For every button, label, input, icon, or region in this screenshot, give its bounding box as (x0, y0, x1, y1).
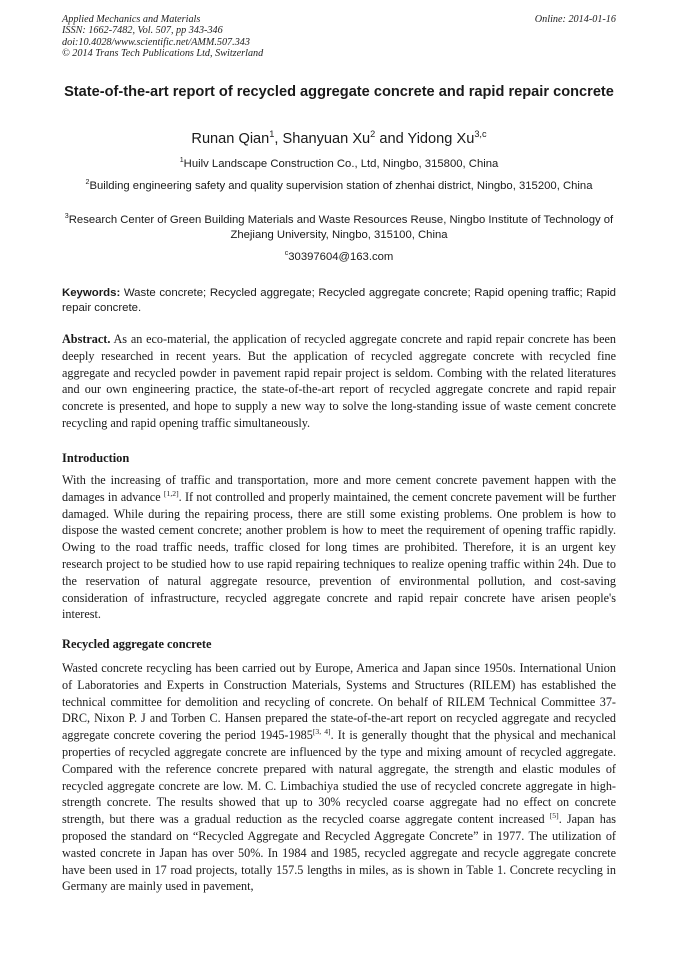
author-separator: and (375, 131, 408, 147)
journal-name: Applied Mechanics and Materials (62, 14, 201, 25)
author-affiliation-mark: 1 (269, 129, 275, 140)
section-heading-introduction: Introduction (62, 451, 130, 465)
email-mark: c (284, 249, 289, 258)
paragraph-text: With the increasing of traffic and transportation, more and more cement concrete pavement happen with the damages in advance (62, 473, 616, 504)
author-affiliation-mark: 2 (370, 129, 376, 140)
section-heading-recycled-aggregate-concrete: Recycled aggregate concrete (62, 637, 212, 651)
affiliation-text: Building engineering safety and quality supervision station of zhenhai district, Ningbo, 315200, China (89, 180, 593, 192)
journal-header (62, 14, 263, 60)
keywords (62, 286, 616, 317)
paragraph-text: . It is generally thought that the physical and mechanical properties of recycled aggregate concrete are influenced by the type and mixing amount of recycled aggregate. Compared with the reference concrete prepared with natural aggregate, the strength and elastic modules of recycled aggregate concrete are low. M. C. Limbachiya studied the use of recycled concrete aggregate in high-strength concrete. The results showed that up to 30% recycled coarse aggregate had no effect on concrete strength, but there was a gradual reduction as the recycled coarse aggregate content increased (62, 728, 616, 827)
doi-line: doi:10.4028/www.scientific.net/AMM.507.343 (62, 36, 250, 48)
author-separator: , (274, 131, 283, 147)
keywords-label: Keywords: (62, 287, 121, 299)
paragraph-text: . If not controlled and properly maintained, the cement concrete pavement will be further damaged. While during the repairing process, there are still some existing problems. One problem is how to dispose the wasted cement concrete; another problem is how to meet the requirement of opening traffic rapidly. Owing to the road traffic needs, traffic closed for long times are prohibited. Therefore, it is an urgent key research project to be studied how to use rapid repairing techniques to realize opening traffic within 24h. Due to the reservation of natural aggregate resource, prevention of environmental pollution, and cost-saving consideration of infrastructure, recycled aggregate concrete and rapid repair concrete have arisen people's interest. (62, 489, 616, 622)
abstract-label: Abstract. (62, 332, 111, 346)
author-affiliation-mark: 3,c (474, 129, 487, 140)
email-text[interactable]: 30397604@163.com (288, 251, 394, 263)
affiliation-text: Research Center of Green Building Materials and Waste Resources Reuse, Ningbo Institute of Technology of Zhejiang University, Ningbo, 315100, China (68, 214, 614, 242)
abstract-text: As an eco-material, the application of recycled aggregate concrete and rapid repair concrete has been deeply researched in recent years. But the application of recycled aggregate concrete with recycled fine aggregate and recycled powder in pavement rapid repair project is seldom. Combing with the related literatures and our own engineering practice, the state-of-the-art report of recycled aggregate concrete and rapid repair concrete is presented, and hope to supply a new way to solve the long-standing issue of waste cement concrete recycling and rapid opening traffic simultaneously. (62, 332, 616, 430)
keywords-text: Waste concrete; Recycled aggregate; Recycled aggregate concrete; Rapid opening traffic; Rapid repair concrete. (62, 287, 616, 315)
author-name: Runan Qian (191, 131, 270, 147)
recycled-aggregate-paragraph (62, 660, 616, 895)
author-line (62, 129, 616, 149)
copyright-line: © 2014 Trans Tech Publications Ltd, Switzerland (62, 48, 264, 60)
paper-title: State-of-the-art report of recycled aggregate concrete and rapid repair concrete (64, 84, 614, 100)
paragraph-text: Wasted concrete recycling has been carried out by Europe, America and Japan since 1950s. International Union of Laboratories and Experts in Construction Materials, Systems and Structures (RILEM) has established the technical committee for demolition and recycling of concrete. On behalf of RILEM Technical Committee 37-DRC, Nixon P. J and Torben C. Hansen prepared the state-of-the-art report on recycled aggregate and recycled aggregate concrete covering the period 1945-1985 (62, 661, 616, 743)
introduction-paragraph (62, 472, 616, 623)
abstract (62, 331, 616, 432)
affiliation-mark: 2 (85, 178, 90, 187)
issn-line: ISSN: 1662-7482, Vol. 507, pp 343-346 (62, 25, 223, 37)
online-date: Online: 2014-01-16 (534, 14, 616, 25)
affiliation-mark: 3 (64, 212, 69, 221)
affiliation-text: Huilv Landscape Construction Co., Ltd, Ningbo, 315800, China (183, 158, 499, 170)
paragraph-text: . Japan has proposed the standard on “Recycled Aggregate and Recycled Aggregate Concrete” in 1977. The utilization of wasted concrete in Japan has over 50%. In 1984 and 1985, recycled aggregate and recycle aggregate concrete have been used in 17 road projects, totally 157.5 lengths in miles, as is shown in Table 1. Concrete recycling in Germany are mainly used in pavement, (62, 812, 616, 894)
affiliation-3 (62, 213, 616, 244)
citation[interactable]: [3, 4] (312, 727, 331, 737)
affiliation-2 (62, 179, 616, 194)
author-email (62, 250, 616, 265)
citation[interactable]: [1,2] (163, 488, 179, 498)
author-name: Yidong Xu (407, 131, 475, 147)
author-name: Shanyuan Xu (282, 131, 371, 147)
citation[interactable]: [5] (549, 811, 559, 821)
affiliation-1 (62, 157, 616, 172)
affiliation-mark: 1 (179, 156, 184, 165)
